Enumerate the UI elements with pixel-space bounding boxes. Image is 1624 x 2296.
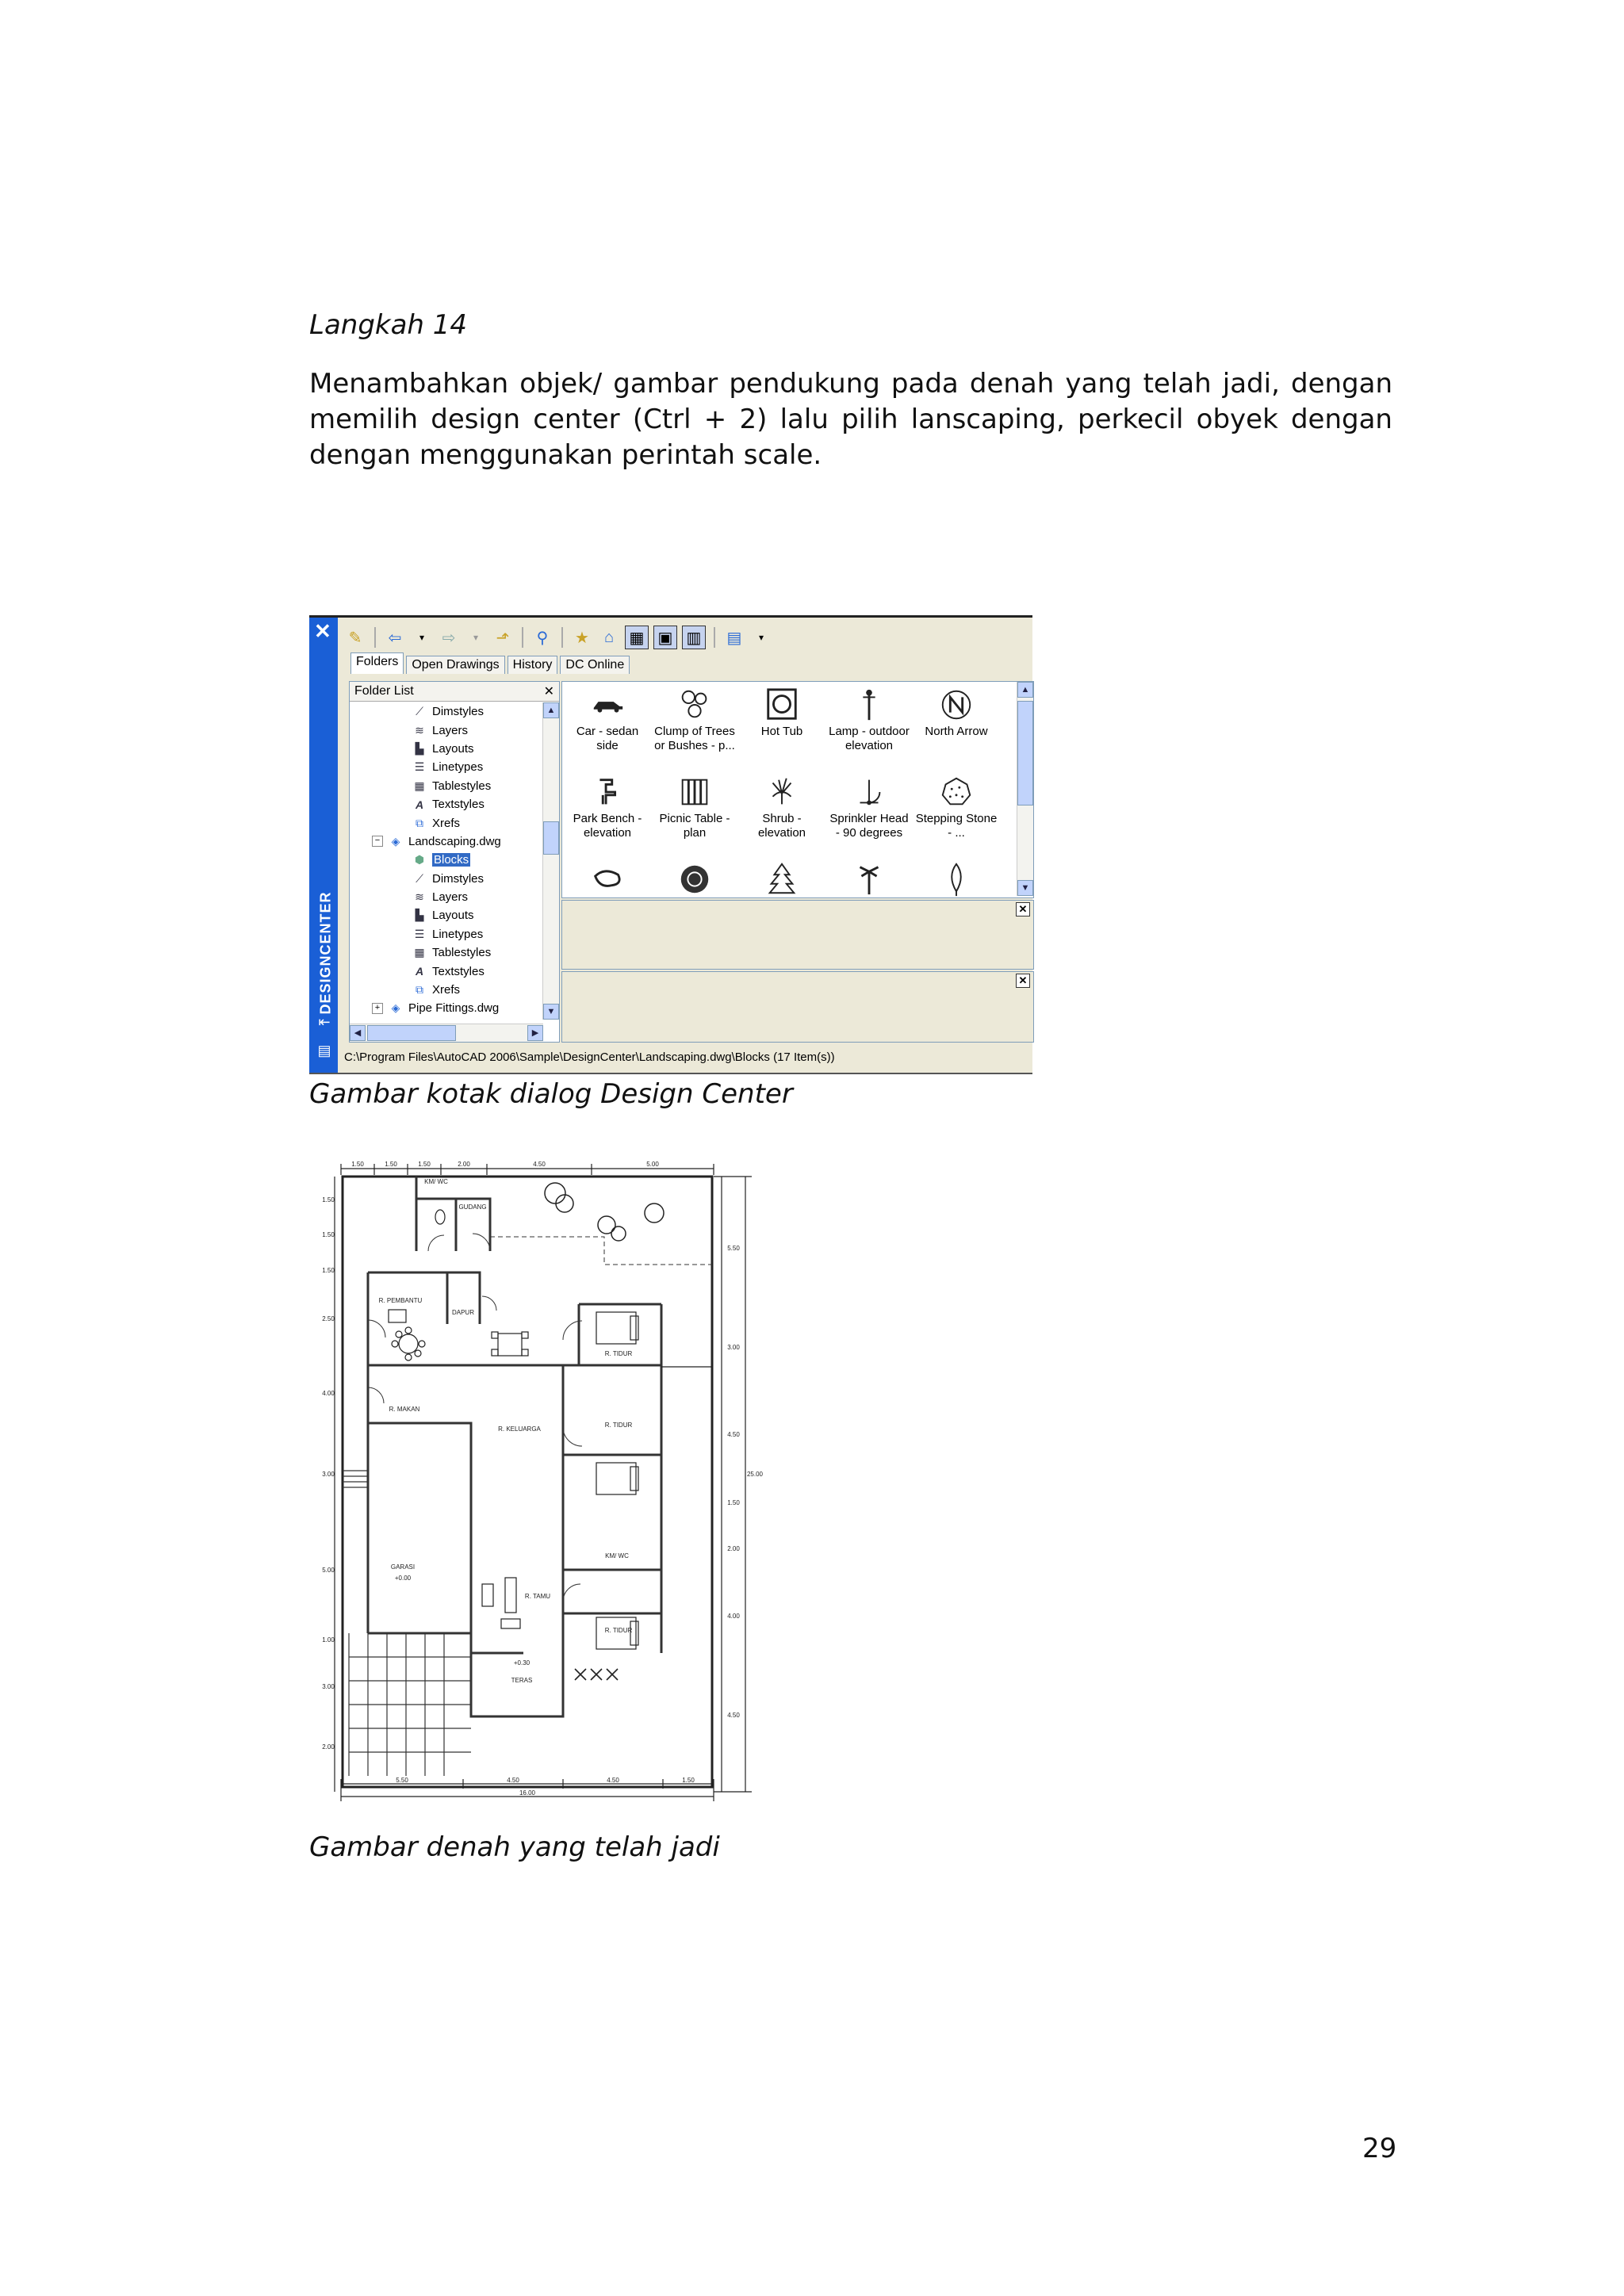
stone-icon [589,861,626,897]
block-item[interactable] [564,769,651,856]
scroll-right-icon[interactable]: ▶ [527,1025,543,1041]
block-item[interactable] [738,682,825,769]
floor-plan-drawing [317,1158,764,1808]
home-icon[interactable]: ⌂ [603,628,615,646]
autohide-icon[interactable]: ⇤ [318,1014,331,1030]
tree-item[interactable] [350,832,543,851]
dim-right-total: 25.00 [746,1471,764,1478]
block-item-label: Stepping Stone - ... [915,812,998,840]
room-label-pembantu: R. PEMBANTU [378,1297,423,1304]
design-center-window [309,615,1032,1074]
caption-design-center: Gambar kotak dialog Design Center [309,1078,793,1110]
tree-item[interactable] [350,758,543,776]
picnic-table-icon [676,774,713,810]
preview-toggle-icon[interactable]: ▣ [653,626,677,649]
room-label-kmwc: KM/ WC [605,1552,629,1559]
site-boundary [343,1177,712,1787]
room-label-makan: R. MAKAN [389,1406,420,1413]
dim-right: 5.50 [727,1245,740,1252]
instruction-paragraph: Menambahkan objek/ gambar pendukung pada denah yang telah jadi, dengan memilih design center (Ctrl + 2) lalu pilih lanscaping, perkecil obyek dengan dengan menggunakan perintah scale. [309,368,1392,471]
scroll-left-icon[interactable]: ◀ [350,1025,366,1041]
trees-icon [676,687,713,723]
dim-left: 3.00 [322,1683,335,1690]
favorites-icon[interactable]: ★ [575,629,589,647]
tree-symbols [545,1183,664,1241]
dim-top-2: 1.50 [385,1161,397,1168]
block-item[interactable] [825,682,913,769]
north-arrow-icon [938,687,975,723]
block-item-label: Shrub - elevation [757,812,806,840]
toolbar-separator [714,627,715,648]
tree-item[interactable] [350,999,543,1017]
tab-strip [350,656,632,674]
tree-item[interactable] [350,870,543,888]
block-item-label: Clump of Trees or Bushes - p... [654,725,735,752]
textstyle-icon: A [415,965,424,978]
tree-item-label: Layers [432,890,469,905]
back-icon[interactable]: ⇦ [388,629,402,647]
tree-item[interactable] [350,906,543,924]
sprinkler-icon [851,774,887,810]
teras-level: +0.30 [513,1659,530,1667]
description-pane [561,971,1034,1043]
folder-vertical-scrollbar[interactable] [542,702,559,1020]
block-item-label: Hot Tub [760,725,803,738]
room-label-keluarga: R. KELUARGA [498,1425,541,1433]
dropdown-icon[interactable]: ▾ [473,632,479,643]
dropdown-icon[interactable]: ▾ [419,632,425,643]
dim-left: 2.00 [322,1743,335,1751]
dim-right: 1.50 [727,1499,740,1506]
table-icon: ▦ [414,946,425,959]
linetype-icon: ☰ [414,927,425,940]
dim-left: 4.00 [322,1390,335,1397]
car-icon [589,687,626,723]
tree-item-label: Pipe Fittings.dwg [408,1001,500,1016]
dimstyle-icon: ⟋ [416,705,423,718]
tree-item-label: Linetypes [432,927,484,941]
folder-list-header [350,682,559,702]
layout-icon: ▙ [415,741,424,755]
dimstyle-icon: ⟋ [416,871,423,885]
right-dimension-lines [714,1177,752,1792]
close-icon[interactable]: ✕ [543,685,554,698]
dim-left: 3.00 [322,1471,335,1478]
tab-history[interactable]: History [508,656,558,674]
tree-item[interactable] [350,981,543,999]
design-center-side-label: DESIGNCENTER [317,891,334,1015]
content-vertical-scrollbar[interactable] [1017,682,1033,896]
room-label-tidur-3: R. TIDUR [604,1627,633,1634]
folder-tree [350,702,543,1020]
tree-item-label: Blocks [434,853,469,867]
walls [368,1177,661,1716]
block-item-label: Picnic Table - plan [659,812,730,840]
tree-item-label: Xrefs [432,983,461,997]
tree-item-label: Landscaping.dwg [408,834,501,848]
tab-dc-online[interactable]: DC Online [560,656,630,674]
room-label-garasi: GARASI [390,1563,416,1571]
collapse-icon[interactable]: − [372,836,383,847]
layers-icon: ≋ [415,890,424,904]
tree-item[interactable] [350,795,543,813]
block-item[interactable] [913,682,1000,769]
dim-top-4: 2.00 [458,1161,470,1168]
scroll-thumb[interactable] [1017,701,1033,806]
garasi-level: +0.00 [394,1575,412,1582]
tree-item[interactable] [350,813,543,832]
dim-left: 1.50 [322,1196,335,1203]
tree-item[interactable] [350,721,543,739]
tree-item[interactable] [350,888,543,906]
block-item-label: Lamp - outdoor elevation [829,725,910,752]
room-label-dapur: DAPUR [451,1309,475,1316]
palm-icon [851,861,887,897]
dropdown-icon[interactable]: ▾ [758,632,764,643]
scroll-up-icon[interactable]: ▲ [1017,682,1033,698]
expand-icon[interactable]: + [372,1003,383,1014]
xref-icon: ⧉ [416,983,423,997]
folder-horizontal-scrollbar[interactable] [350,1024,543,1042]
pine-icon [764,861,800,897]
description-toggle-icon[interactable]: ▥ [682,626,706,649]
tree-item-label: Layouts [432,909,474,923]
dim-top-5: 4.50 [533,1161,546,1168]
room-label-tidur-2: R. TIDUR [604,1422,633,1429]
scroll-down-icon[interactable]: ▼ [1017,880,1033,896]
step-title: Langkah 14 [309,309,468,341]
tree-item-label: Layouts [432,741,474,756]
dim-top-6: 5.00 [646,1161,659,1168]
table-icon: ▦ [414,779,425,792]
dim-right: 4.50 [727,1712,740,1719]
tree-item-selected[interactable] [350,851,543,869]
textstyle-icon: A [415,798,424,811]
drawing-icon: ◈ [391,834,400,848]
tree-item[interactable] [350,962,543,980]
properties-icon[interactable]: ▤ [317,1043,331,1058]
dim-right: 3.00 [727,1344,740,1351]
dim-top-3: 1.50 [418,1161,431,1168]
hot-tub-icon [764,687,800,723]
tree-item-label: Textstyles [432,798,485,812]
shrub-symbols [575,1669,618,1680]
search-icon[interactable]: ⚲ [536,629,549,647]
dim-bottom: 1.50 [682,1777,695,1784]
tab-open-drawings[interactable]: Open Drawings [406,656,504,674]
close-icon[interactable]: ✕ [314,619,331,643]
folder-list-pane [349,681,560,1043]
block-item-label: Park Bench - elevation [573,812,642,840]
stairs [343,1471,471,1776]
tree-item-label: Dimstyles [432,705,485,719]
lamp-icon [851,687,887,723]
dashed-outline [490,1237,712,1265]
dim-bottom: 4.50 [507,1777,519,1784]
dim-left: 1.50 [322,1231,335,1238]
dim-left: 1.50 [322,1267,335,1274]
tree-item[interactable] [350,702,543,721]
layout-icon: ▙ [415,909,424,922]
block-item[interactable] [651,682,738,769]
blocks-icon: ⬢ [414,853,425,867]
tree-item[interactable] [350,943,543,962]
dim-bottom-total: 16.00 [519,1789,536,1797]
stepping-stone-icon [938,774,975,810]
scroll-up-icon[interactable]: ▲ [543,702,559,718]
drawing-icon: ◈ [391,1001,400,1015]
tree-item-label: Tablestyles [432,779,492,793]
toolbar-separator [374,627,376,648]
load-icon[interactable]: ✎ [348,629,362,647]
tree-item-label: Textstyles [432,964,485,978]
dim-top-1: 1.50 [351,1161,364,1168]
caption-floor-plan: Gambar denah yang telah jadi [309,1831,720,1863]
tree-item[interactable] [350,777,543,795]
block-item-label: Sprinkler Head - 90 degrees [829,812,909,840]
leaf-icon [938,861,975,897]
bench-icon [589,774,626,810]
dim-right: 2.00 [727,1545,740,1552]
room-label-teras: TERAS [511,1677,533,1684]
door-swings [368,1234,582,1601]
room-label-gudang: GUDANG [458,1203,487,1211]
dim-left: 1.00 [322,1636,335,1644]
folder-list-title: Folder List [354,684,414,698]
toolbar-separator [561,627,563,648]
block-item-label: North Arrow [925,725,988,738]
room-label-tidur-1: R. TIDUR [604,1350,633,1357]
preview-pane [561,900,1034,970]
tree-item-label: Linetypes [432,760,484,775]
layers-icon: ≋ [415,723,424,737]
tree-view-toggle-icon[interactable]: ▦ [625,626,649,649]
scroll-thumb[interactable] [543,821,559,855]
close-icon[interactable]: ✕ [1016,974,1030,988]
tree-item-label: Dimstyles [432,871,485,886]
dim-left: 5.00 [322,1567,335,1574]
views-icon[interactable]: ▤ [726,629,742,647]
design-center-sidebar [309,618,338,1073]
block-item-label: Car - sedan side [576,725,639,752]
tree-item-label: Tablestyles [432,946,492,960]
block-item[interactable] [825,769,913,856]
tree-item[interactable] [350,925,543,943]
toolbar-separator [522,627,523,648]
block-item[interactable] [738,769,825,856]
forward-icon[interactable]: ⇨ [442,629,456,647]
linetype-icon: ☰ [414,760,425,774]
block-item[interactable] [913,769,1000,856]
room-label-kmwc-top: KM/ WC [424,1178,448,1185]
toolbar [344,624,772,651]
block-item[interactable] [564,682,651,769]
shrub-icon [764,774,800,810]
scroll-down-icon[interactable]: ▼ [543,1004,559,1020]
tree-item[interactable] [350,740,543,758]
dim-right: 4.50 [727,1431,740,1438]
block-item[interactable] [651,769,738,856]
up-icon[interactable]: ⬏ [496,629,510,647]
dim-bottom: 4.50 [607,1777,619,1784]
close-icon[interactable]: ✕ [1016,902,1030,916]
tree-plan-icon [676,861,713,897]
blocks-content-pane [561,681,1034,898]
scroll-thumb[interactable] [367,1025,456,1041]
tree-item-label: Xrefs [432,816,461,830]
page-number: 29 [1362,2133,1397,2164]
tab-folders[interactable]: Folders [350,652,404,674]
dim-right: 4.00 [727,1613,740,1620]
dim-bottom: 5.50 [396,1777,408,1784]
tree-item-label: Layers [432,723,469,737]
xref-icon: ⧉ [416,816,423,829]
status-path: C:\Program Files\AutoCAD 2006\Sample\DesignCenter\Landscaping.dwg\Blocks (17 Item(s)) [344,1050,835,1064]
dim-left: 2.50 [322,1315,335,1322]
room-label-tamu: R. TAMU [524,1593,551,1600]
